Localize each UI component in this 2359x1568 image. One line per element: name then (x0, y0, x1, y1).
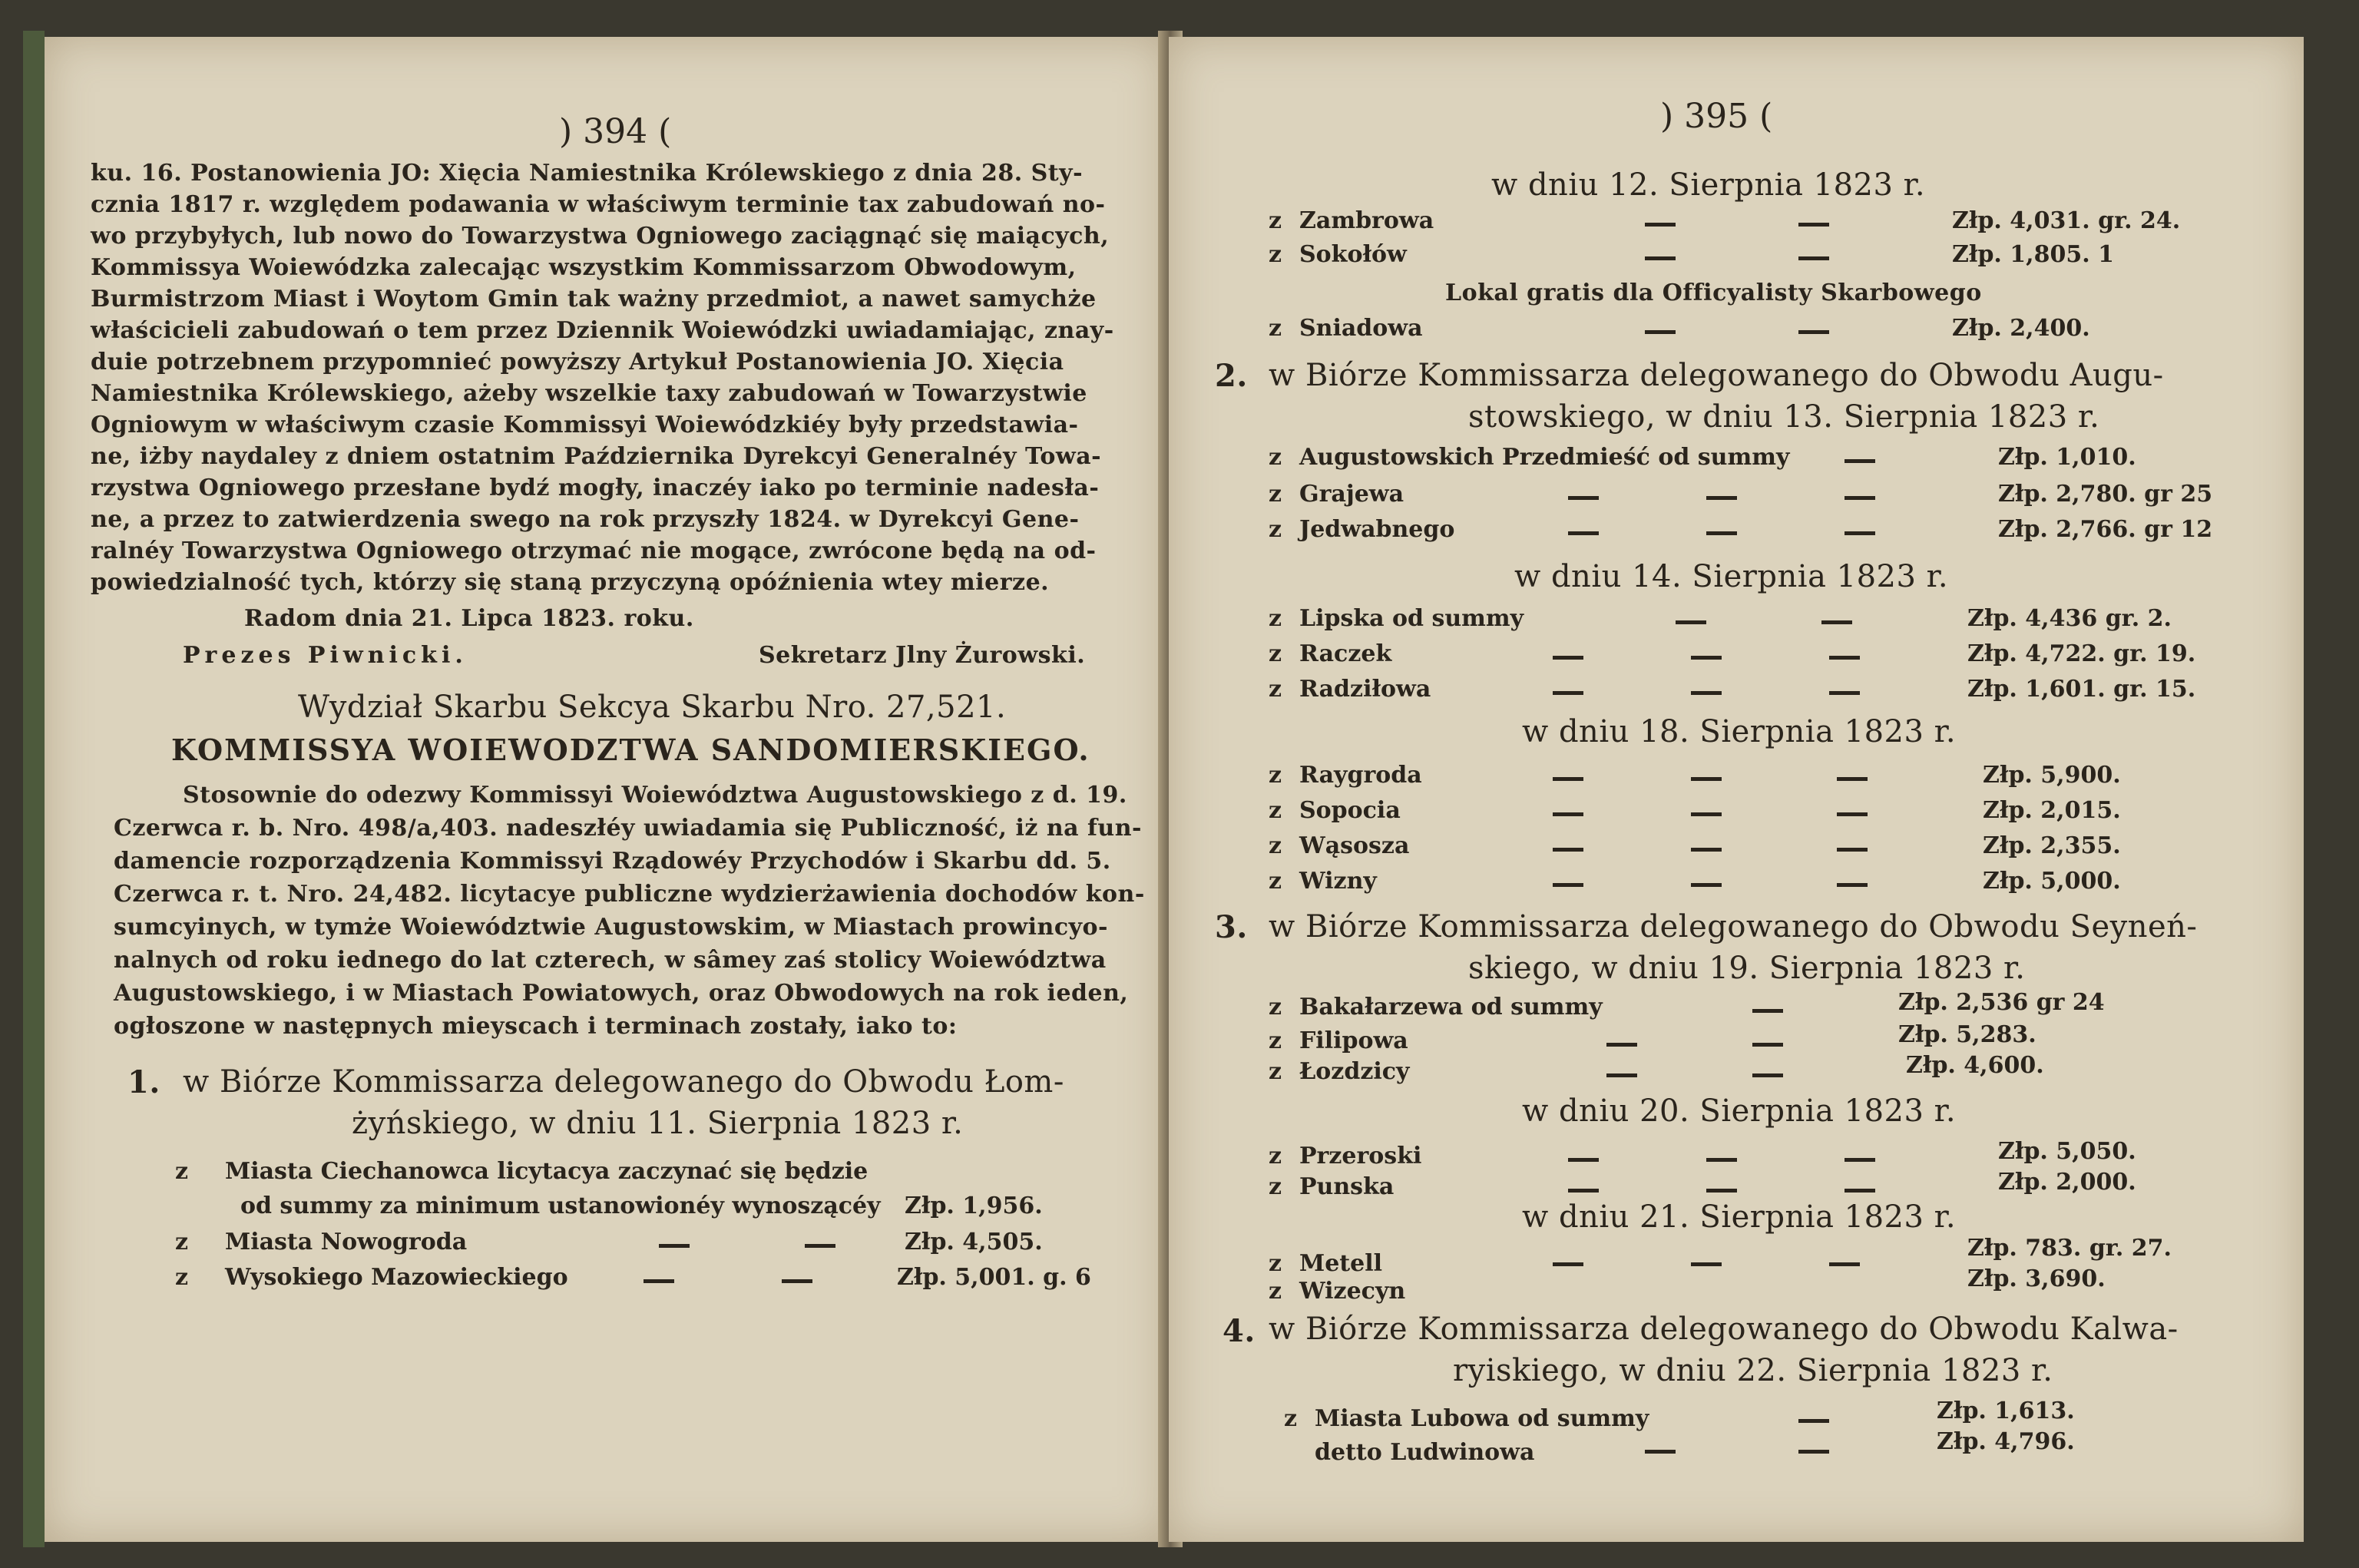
row-prefix: z (1269, 1058, 1282, 1085)
dash (1837, 777, 1868, 781)
row-place: Wizecyn (1299, 1278, 1406, 1305)
dash (1798, 330, 1829, 334)
section-heading: stowskiego, w dniu 13. Sierpnia 1823 r. (1468, 399, 2100, 435)
dash (1553, 812, 1583, 816)
row-prefix: z (1269, 1278, 1282, 1305)
section-number: 2. (1215, 358, 1248, 394)
lokal-note: Lokal gratis dla Officyalisty Skarbowego (1445, 280, 1982, 306)
row-prefix: z (1269, 676, 1282, 703)
left-page-number: ) 394 ( (559, 112, 672, 151)
row-prefix: z (1269, 762, 1282, 789)
dash (1568, 496, 1599, 500)
dash (1553, 848, 1583, 852)
dash (1691, 812, 1722, 816)
row-place: Jedwabnego (1299, 516, 1455, 543)
dash (1837, 848, 1868, 852)
dash (1691, 848, 1722, 852)
dash (1845, 1158, 1875, 1162)
date-heading: w dniu 14. Sierpnia 1823 r. (1514, 559, 1949, 594)
dash (1645, 256, 1676, 260)
row-place: detto Ludwinowa (1315, 1439, 1535, 1466)
dash (1606, 1043, 1637, 1047)
row-amount: Złp. 4,031. gr. 24. (1952, 207, 2181, 234)
row-amount: Złp. 4,600. (1906, 1052, 2044, 1079)
row-amount: Złp. 1,010. (1998, 444, 2136, 471)
paragraph-line: ne, a przez to zatwierdzenia swego na rok przyszły 1824. w Dyrekcyi Gene- (91, 506, 1080, 533)
paragraph-line: cznia 1817 r. względem podawania w właściwym terminie tax zabudowań no- (91, 191, 1106, 218)
dash (1706, 1158, 1737, 1162)
paragraph-line: Burmistrzom Miast i Woytom Gmin tak ważny przedmiot, a nawet samychże (91, 286, 1097, 313)
notice-line: nalnych od roku iednego do lat czterech, w sâmey zaś stolicy Woiewództwa (114, 947, 1107, 974)
sekretarz-signature: Sekretarz Jlny Żurowski. (759, 642, 1086, 669)
section-heading: w Biórze Kommissarza delegowanego do Obwodu Łom- (183, 1064, 1064, 1100)
prezes-signature: Prezes Piwnicki. (183, 642, 468, 669)
row-place: Przeroski (1299, 1143, 1422, 1169)
dash (1553, 656, 1583, 660)
dash (1821, 620, 1852, 624)
dash (1691, 777, 1722, 781)
row-place: Zambrowa (1299, 207, 1434, 234)
dash (805, 1244, 835, 1248)
notice-line: Czerwca r. t. Nro. 24,482. licytacye publiczne wydzierżawienia dochodów kon- (114, 881, 1145, 908)
dash (1676, 620, 1706, 624)
dash (1706, 531, 1737, 535)
row-amount: Złp. 2,536 gr 24 (1898, 989, 2105, 1016)
dash (1645, 223, 1676, 227)
row-prefix: z (1269, 1143, 1282, 1169)
row-place: Wąsosza (1299, 832, 1410, 859)
row-prefix: z (175, 1264, 189, 1291)
row-place: Augustowskich Przedmieść od summy (1299, 444, 1790, 471)
row-amount: Złp. 4,722. gr. 19. (1967, 640, 2196, 667)
row-prefix: z (1269, 241, 1282, 268)
paragraph-line: ne, iżby naydaley z dniem ostatnim Października Dyrekcyi Generalnéy Towa- (91, 443, 1102, 470)
dash (1606, 1073, 1637, 1077)
section-heading: w Biórze Kommissarza delegowanego do Obwodu Kalwa- (1269, 1312, 2179, 1347)
paragraph-line: duie potrzebnem przypomnieć powyższy Artykuł Postanowienia JO. Xięcia (91, 349, 1064, 375)
row-amount: Złp. 1,601. gr. 15. (1967, 676, 2196, 703)
dash (1829, 1262, 1860, 1266)
section-heading: żyńskiego, w dniu 11. Sierpnia 1823 r. (352, 1106, 964, 1141)
dash (1837, 812, 1868, 816)
row-prefix: z (1269, 868, 1282, 895)
notice-line: sumcyinych, w tymże Woiewództwie Augustowskim, w Miastach prowincyo- (114, 914, 1108, 941)
notice-line: ogłoszone w następnych mieyscach i terminach zostały, iako to: (114, 1013, 958, 1040)
dash (1691, 883, 1722, 887)
row-place: Metell (1299, 1250, 1383, 1277)
row-place: Miasta Nowogroda (225, 1229, 468, 1255)
dash (1845, 531, 1875, 535)
row-prefix: z (1269, 1173, 1282, 1200)
dash (1798, 223, 1829, 227)
row-amount: Złp. 2,015. (1983, 797, 2121, 824)
dash (1553, 1262, 1583, 1266)
wydzial-heading: Wydział Skarbu Sekcya Skarbu Nro. 27,521. (298, 690, 1007, 725)
paragraph-line: Ogniowym w właściwym czasie Kommissyi Woiewódzkiéy były przedstawia- (91, 412, 1079, 438)
row-place: Sopocia (1299, 797, 1401, 824)
dash (1553, 883, 1583, 887)
row-amount: Złp. 4,505. (905, 1229, 1043, 1255)
row-prefix: z (1269, 481, 1282, 508)
notice-line: Augustowskiego, i w Miastach Powiatowych, oraz Obwodowych na rok ieden, (114, 980, 1129, 1007)
row-amount: Złp. 2,400. (1952, 315, 2090, 342)
dash (1752, 1073, 1783, 1077)
row-amount: Złp. 1,613. (1937, 1398, 2075, 1424)
dash (1798, 1450, 1829, 1454)
paragraph-line: wo przybyłych, lub nowo do Towarzystwa Ogniowego zaciągnąć się maiących, (91, 223, 1110, 250)
notice-line: Stosownie do odezwy Kommissyi Woiewództwa Augustowskiego z d. 19. (183, 782, 1127, 809)
paragraph-line: powiedzialność tych, którzy się staną przyczyną opóźnienia wtey mierze. (91, 569, 1050, 596)
dash (1798, 256, 1829, 260)
dash (659, 1244, 690, 1248)
section-number: 1. (127, 1064, 160, 1100)
right-page (1169, 37, 2304, 1542)
row-amount: Złp. 5,283. (1898, 1021, 2036, 1048)
book-edge (23, 31, 45, 1547)
row-amount: Złp. 5,001. g. 6 (897, 1264, 1091, 1291)
date-heading: w dniu 20. Sierpnia 1823 r. (1522, 1093, 1957, 1129)
dash (1845, 459, 1875, 463)
dash (1691, 691, 1722, 695)
row-place: Raczek (1299, 640, 1392, 667)
row-place: Radziłowa (1299, 676, 1431, 703)
dash (1829, 656, 1860, 660)
section-heading: skiego, w dniu 19. Sierpnia 1823 r. (1468, 951, 2026, 986)
row-prefix: z (175, 1158, 189, 1185)
dash (1553, 691, 1583, 695)
row-prefix: z (1269, 797, 1282, 824)
dash (1691, 1262, 1722, 1266)
dash (1645, 330, 1676, 334)
dash (1845, 496, 1875, 500)
row-place: Sokołów (1299, 241, 1407, 268)
row-place: Raygroda (1299, 762, 1422, 789)
row-amount: Złp. 1,956. (905, 1193, 1043, 1219)
row-place: Punska (1299, 1173, 1395, 1200)
row-prefix: z (1269, 1027, 1282, 1054)
kommissya-heading: KOMMISSYA WOIEWODZTWA SANDOMIERSKIEGO. (171, 733, 1090, 767)
notice-line: Czerwca r. b. Nro. 498/a,403. nadeszłéy uwiadamia się Publiczność, iż na fun- (114, 815, 1142, 842)
row-prefix: z (1284, 1405, 1298, 1432)
row-place: Lipska od summy (1299, 605, 1524, 632)
row-place: Wysokiego Mazowieckiego (225, 1264, 568, 1291)
row-place: Miasta Ciechanowca licytacya zaczynać się będzie (225, 1158, 868, 1185)
row-prefix: z (175, 1229, 189, 1255)
date-heading: w dniu 21. Sierpnia 1823 r. (1522, 1199, 1957, 1235)
notice-line: damencie rozporządzenia Kommissyi Rządowéy Przychodów i Skarbu dd. 5. (114, 848, 1111, 875)
row-place: Grajewa (1299, 481, 1404, 508)
row-amount: Złp. 5,900. (1983, 762, 2121, 789)
row-place: Łozdzicy (1299, 1058, 1410, 1085)
dash (1568, 531, 1599, 535)
section-heading: w Biórze Kommissarza delegowanego do Obwodu Seyneń- (1269, 909, 2198, 944)
paragraph-line: właścicieli zabudowań o tem przez Dziennik Woiewódzki uwiadamiając, znay- (91, 317, 1114, 344)
dash (1691, 656, 1722, 660)
row-amount: Złp. 3,690. (1967, 1265, 2106, 1292)
row-amount: Złp. 2,766. gr 12 (1998, 516, 2213, 543)
row-prefix: z (1269, 832, 1282, 859)
section-number: 3. (1215, 909, 1248, 945)
paragraph-line: Kommissya Woiewódzka zalecając wszystkim Kommissarzom Obwodowym, (91, 254, 1077, 281)
row-amount: Złp. 2,355. (1983, 832, 2121, 859)
dash (1645, 1450, 1676, 1454)
row-amount: Złp. 5,000. (1983, 868, 2121, 895)
row-amount: Złp. 2,000. (1998, 1169, 2136, 1196)
left-page (45, 37, 1167, 1542)
row-amount: Złp. 4,796. (1937, 1428, 2075, 1455)
dash (1568, 1158, 1599, 1162)
right-page-number: ) 395 ( (1660, 97, 1773, 136)
row-prefix: z (1269, 207, 1282, 234)
paragraph-line: rzystwa Ogniowego przesłane bydź mogły, inaczéy iako po terminie nadesła- (91, 475, 1100, 501)
row-amount: Złp. 2,780. gr 25 (1998, 481, 2213, 508)
paragraph-line: Namiestnika Królewskiego, ażeby wszelkie taxy zabudowań w Towarzystwie (91, 380, 1087, 407)
row-prefix: z (1269, 516, 1282, 543)
dash (1752, 1009, 1783, 1013)
dash (1568, 1189, 1599, 1193)
section-heading: w Biórze Kommissarza delegowanego do Obwodu Augu- (1269, 358, 2164, 393)
dash (1553, 777, 1583, 781)
row-place: Wizny (1299, 868, 1377, 895)
date-heading: w dniu 18. Sierpnia 1823 r. (1522, 714, 1957, 749)
row-prefix: z (1269, 605, 1282, 632)
dash (1706, 496, 1737, 500)
dash (1798, 1419, 1829, 1423)
row-prefix: z (1269, 315, 1282, 342)
row-amount: Złp. 783. gr. 27. (1967, 1235, 2172, 1262)
row-place: Bakałarzewa od summy (1299, 994, 1603, 1021)
paragraph-line: ku. 16. Postanowienia JO: Xięcia Namiestnika Królewskiego z dnia 28. Sty- (91, 160, 1084, 187)
row-prefix: z (1269, 1250, 1282, 1277)
row-place: od summy za minimum ustanowionéy wynoszącéy (240, 1193, 881, 1219)
section-heading: ryiskiego, w dniu 22. Sierpnia 1823 r. (1453, 1353, 2053, 1388)
place-date: Radom dnia 21. Lipca 1823. roku. (244, 605, 694, 632)
dash (1837, 883, 1868, 887)
dash (644, 1279, 674, 1283)
row-place: Sniadowa (1299, 315, 1423, 342)
dash (1752, 1043, 1783, 1047)
row-prefix: z (1269, 640, 1282, 667)
dash (1829, 691, 1860, 695)
paragraph-line: ralnéy Towarzystwa Ogniowego otrzymać nie mogące, zwrócone będą na od- (91, 538, 1097, 564)
row-place: Filipowa (1299, 1027, 1408, 1054)
section-number: 4. (1223, 1313, 1256, 1349)
dash (1845, 1189, 1875, 1193)
date-heading: w dniu 12. Sierpnia 1823 r. (1491, 167, 1926, 203)
row-prefix: z (1269, 994, 1282, 1021)
row-amount: Złp. 4,436 gr. 2. (1967, 605, 2172, 632)
dash (782, 1279, 812, 1283)
row-amount: Złp. 1,805. 1 (1952, 241, 2115, 268)
row-amount: Złp. 5,050. (1998, 1138, 2136, 1165)
row-prefix: z (1269, 444, 1282, 471)
row-place: Miasta Lubowa od summy (1315, 1405, 1649, 1432)
dash (1706, 1189, 1737, 1193)
